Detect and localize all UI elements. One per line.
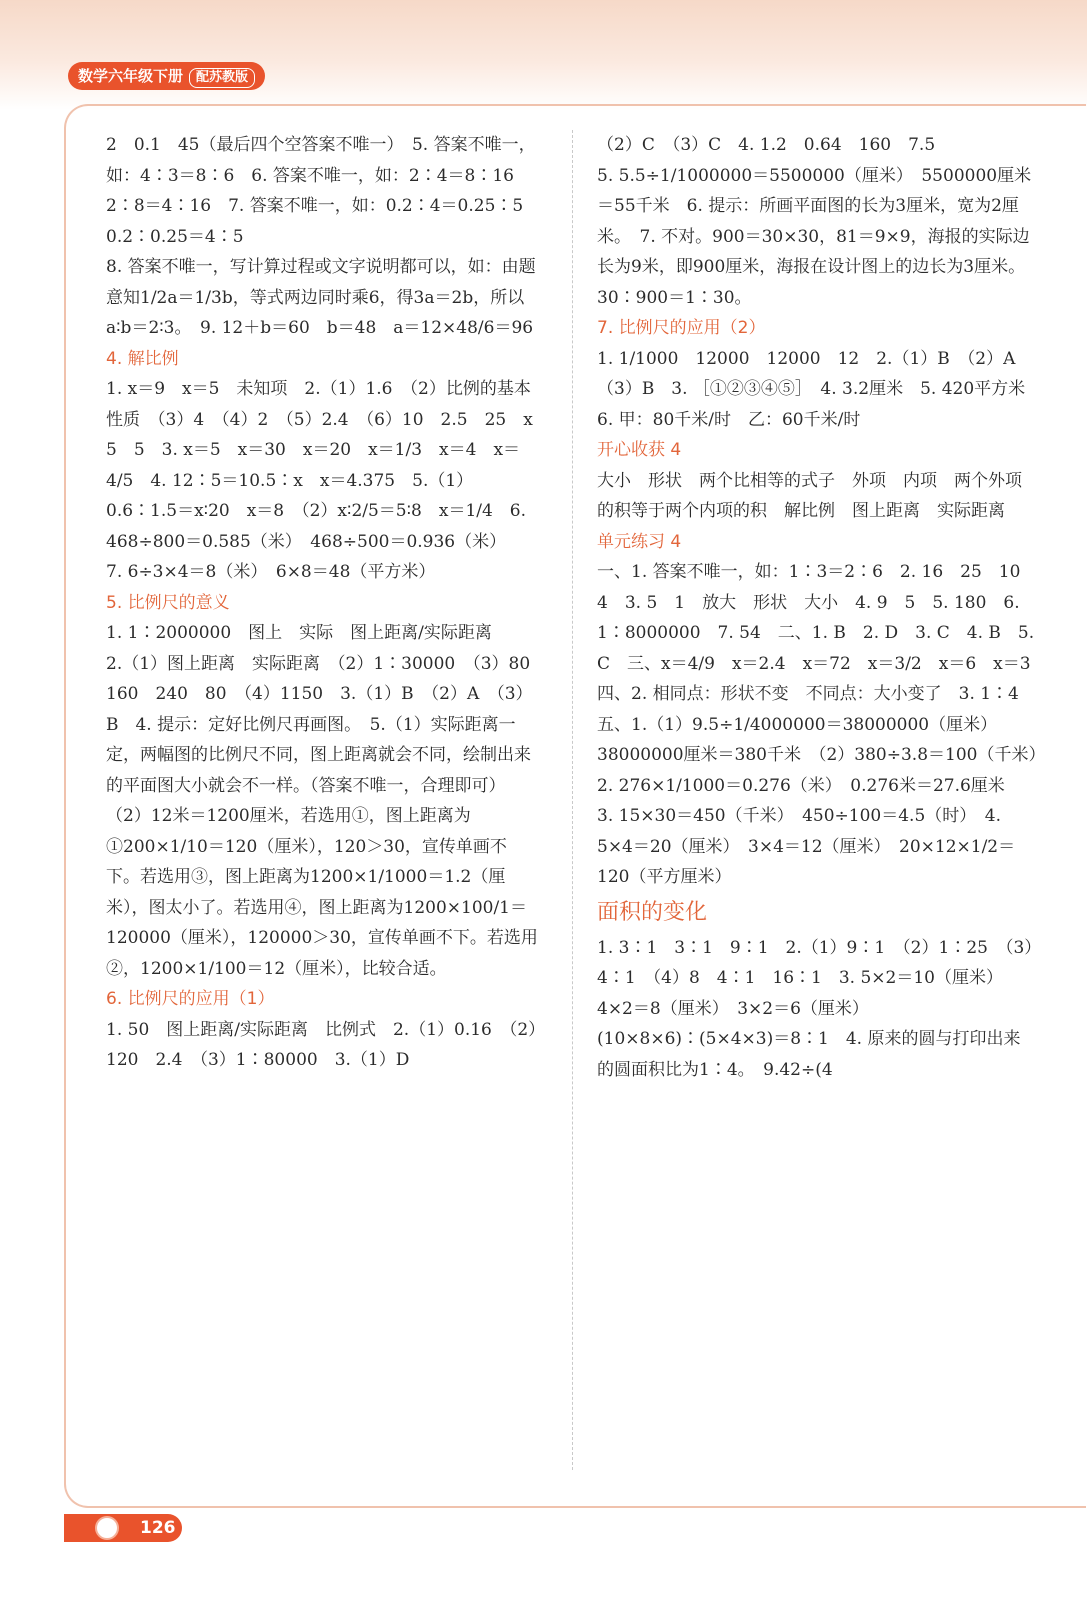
right-column <box>597 130 1054 1085</box>
answer-paragraph: 2 0.1 45（最后四个空答案不唯一） 5. 答案不唯一，如：4∶3＝8∶6 6. 答案不唯一，如：2∶4＝8∶16 2∶8＝4∶16 7. 答案不唯一，如：0.2∶4＝0.25∶5 0.2∶0.25＝4∶5 <box>106 135 541 247</box>
answer-paragraph: 7. 6÷3×4＝8（米） 6×8＝48（平方米） <box>106 562 436 582</box>
top-band <box>0 0 1087 110</box>
section-heading: 6. 比例尺的应用（1） <box>106 989 275 1009</box>
answer-paragraph: 1. 50 图上距离/实际距离 比例式 2.（1）0.16 （2）120 2.4 （3）1∶80000 3.（1）D <box>106 1019 537 1070</box>
answer-paragraph: （2）C （3）C 4. 1.2 0.64 160 7.5 <box>597 135 936 155</box>
column-divider <box>572 130 573 1470</box>
book-title-badge <box>68 62 265 90</box>
section-heading: 开心收获 4 <box>597 440 682 460</box>
answer-paragraph: 一、1. 答案不唯一，如：1∶3＝2∶6 2. 16 25 10 4 3. 5 1 放大 形状 大小 4. 9 5 5. 180 6. 1∶8000000 7. 54 二、1. B 2. D 3. C 4. B 5. C 三、x＝4/9 x＝2.4 x＝72 x＝3/2 x＝6 x＝3 四、2. 相同点：形状不变 不同点：大小变了 3. 1∶4 <box>597 562 1048 704</box>
answer-paragraph: 1. x＝9 x＝5 未知项 2.（1）1.6 （2）比例的基本性质 （3）4 （4）2 （5）2.4 （6）10 2.5 25 x 5 5 3. x＝5 x＝30 x＝20 x＝1/3 x＝4 x＝4/5 4. 12∶5＝10.5∶x x＝4.375 5.（1）0.6∶1.5＝x∶20 x＝8 （2）x∶2/5＝5∶8 x＝1/4 6. 468÷800＝0.585（米） 468÷500＝0.936（米） <box>106 379 550 552</box>
answer-paragraph: 5. 5.5÷1/1000000＝5500000（厘米） 5500000厘米＝55千米 6. 提示：所画平面图的长为3厘米，宽为2厘米。 7. 不对。900＝30×30，81＝9×9，海报的实际边长为9米，即900厘米，海报在设计图上的边长为3厘米。30∶900＝1∶30。 <box>597 165 1032 308</box>
section-heading: 5. 比例尺的意义 <box>106 592 230 613</box>
circle-icon <box>95 1516 119 1540</box>
answer-paragraph: 2.（1）图上距离 实际距离 （2）1∶30000 （3）80 160 240 80 （4）1150 3.（1）B （2）A （3）B 4. 提示：定好比例尺再画图。 5.（1）实际距离一定，两幅图的比例尺不同，图上距离就会不同，绘制出来的平面图大小就会不一样。（答案不唯一，合理即可） <box>106 653 548 796</box>
answer-paragraph: 1. 1/1000 12000 12000 12 2.（1）B （2）A （3）B 3. ［①②③④⑤］ 4. 3.2厘米 5. 420平方米 6. 甲：80千米/时 乙：60千米/时 <box>597 348 1043 430</box>
page-number: 126 <box>140 1518 176 1538</box>
left-column <box>106 130 550 1076</box>
answer-paragraph: 1. 3∶1 3∶1 9∶1 2.（1）9∶1 （2）1∶25 （3）4∶1 （4）8 4∶1 16∶1 3. 5×2＝10（厘米） 4×2＝8（厘米） 3×2＝6（厘米） (10×8×6)∶(5×4×3)＝8∶1 4. 原来的圆与打印出来的圆面积比为1∶4。 9.42÷(4 <box>597 937 1033 1080</box>
section-heading: 7. 比例尺的应用（2） <box>597 318 766 338</box>
answer-paragraph: 大小 形状 两个比相等的式子 外项 内项 两个外项的积等于两个内项的积 解比例 图上距离 实际距离 <box>597 470 1022 521</box>
section-heading: 4. 解比例 <box>106 348 179 369</box>
answer-paragraph: 1. 1∶2000000 图上 实际 图上距离/实际距离 <box>106 623 492 643</box>
section-heading: 单元练习 4 <box>597 531 682 552</box>
answer-paragraph: 五、1.（1）9.5÷1/4000000＝38000000（厘米） 38000000厘米＝380千米 （2）380÷3.8＝100（千米） 2. 276×1/1000＝0.276（米） 0.276米＝27.6厘米 3. 15×30＝450（千米） 450÷100＝4.5（时） 4. 5×4＝20（厘米） 3×4＝12（厘米） 20×12×1/2＝120（平方厘米） <box>597 714 1054 887</box>
edition-tag: 配苏教版 <box>189 68 255 88</box>
chapter-heading: 面积的变化 <box>597 899 708 925</box>
answer-paragraph: （2）12米＝1200厘米，若选用①，图上距离为①200×1/10＝120（厘米），120＞30，宣传单画不下。若选用③，图上距离为1200×1/1000＝1.2（厘米），图太小了。若选用④，图上距离为1200×100/1＝120000（厘米），120000＞30，宣传单画不下。若选用②，1200×1/100＝12（厘米），比较合适。 <box>106 806 538 979</box>
book-title: 数学六年级下册 <box>78 67 184 85</box>
answer-paragraph: 8. 答案不唯一，写计算过程或文字说明都可以，如：由题意知1/2a＝1/3b，等式两边同时乘6，得3a＝2b，所以a∶b＝2∶3。 9. 12＋b＝60 b＝48 a＝12×48/6＝96 <box>106 257 536 338</box>
